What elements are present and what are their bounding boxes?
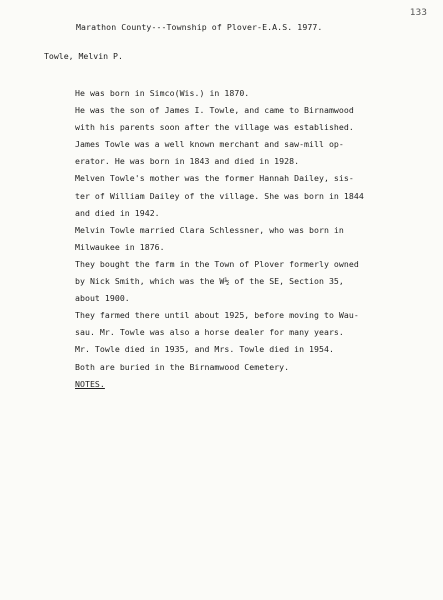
text-line: They farmed there until about 1925, before moving to Wau- xyxy=(75,310,359,321)
body-text xyxy=(75,85,364,393)
text-line: They bought the farm in the Town of Plover formerly owned xyxy=(75,258,359,269)
text-line: He was born in Simco(Wis.) in 1870. xyxy=(75,88,250,98)
text-line: sau. Mr. Towle was also a horse dealer for many years. xyxy=(75,327,344,338)
document-title: Marathon County---Township of Plover-E.A.S. 1977. xyxy=(76,22,323,32)
text-line: James Towle was a well known merchant and saw-mill op- xyxy=(75,139,344,150)
text-line: Melvin Towle married Clara Schlessner, who was born in xyxy=(75,224,344,235)
page-number: 133 xyxy=(409,8,427,18)
text-line: Milwaukee in 1876. xyxy=(75,241,165,252)
text-line: by Nick Smith, which was the W½ of the SE, Section 35, xyxy=(75,276,344,287)
text-line: ter of William Dailey of the village. She was born in 1844 xyxy=(75,190,364,201)
text-line: Melven Towle's mother was the former Hannah Dailey, sis- xyxy=(75,173,354,184)
text-line: He was the son of James I. Towle, and came to Birnamwood xyxy=(75,105,354,116)
notes-heading: NOTES. xyxy=(75,378,105,389)
text-line: about 1900. xyxy=(75,293,130,304)
text-line: Both are buried in the Birnamwood Cemetery. xyxy=(75,361,290,372)
text-line: erator. He was born in 1843 and died in 1928. xyxy=(75,156,300,167)
text-line: Mr. Towle died in 1935, and Mrs. Towle died in 1954. xyxy=(75,344,334,355)
text-line: with his parents soon after the village was established. xyxy=(75,122,354,133)
subject-name: Towle, Melvin P. xyxy=(44,51,123,61)
text-line: and died in 1942. xyxy=(75,207,160,218)
